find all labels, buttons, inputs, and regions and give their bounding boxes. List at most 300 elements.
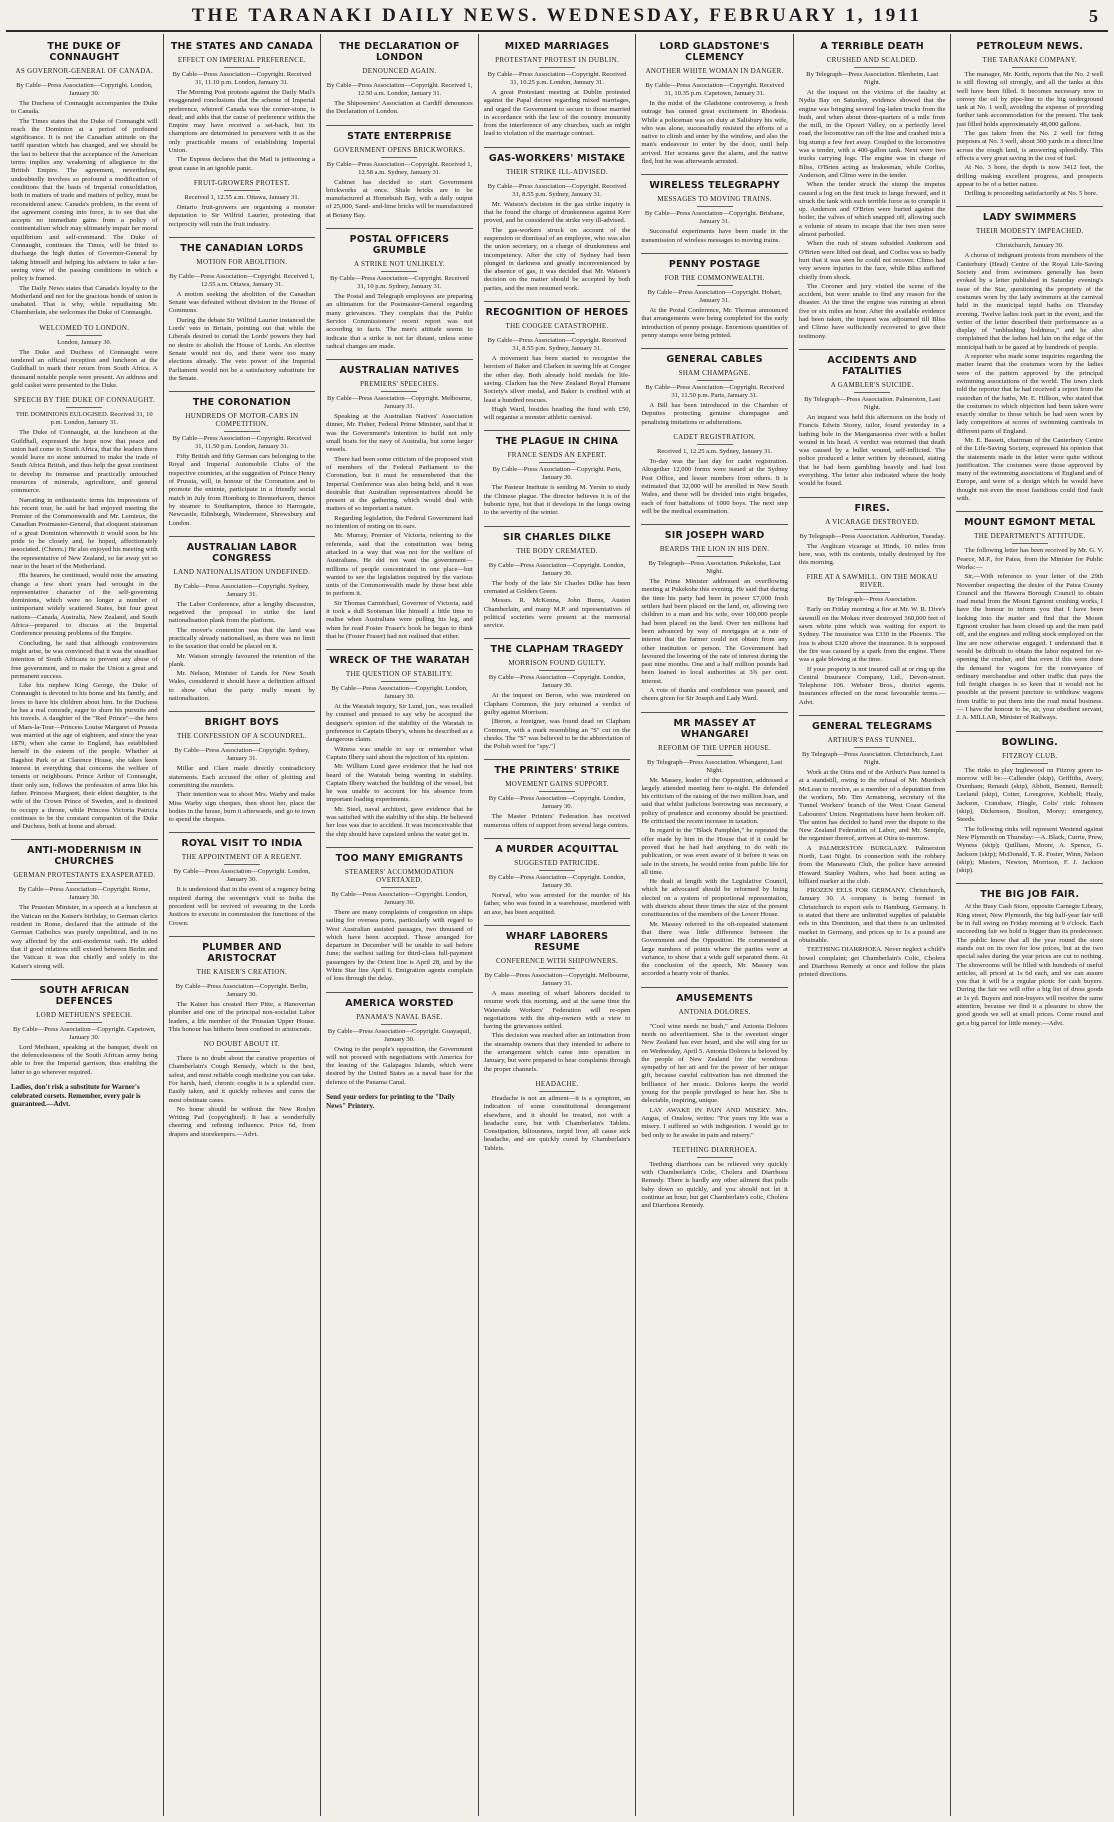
article-subhead: REFORM OF THE UPPER HOUSE. — [658, 743, 772, 752]
article-dateline: By Cable—Press Association—Copyright. London, January 30. — [331, 890, 468, 906]
article-dateline: By Cable—Press Association—Copyright. London, January 30. — [488, 795, 626, 811]
article — [799, 497, 946, 568]
article-paragraph: There is no doubt about the curative properties of Chamberlain's Cough Remedy, which is the best, safest, and most reliable cough medicine you can take. For harsh, hard, chronic coughs it is a splendid cure. Easily taken, and it quickly relieves and cures the most obstinate cases. — [168, 1055, 316, 1104]
article-paragraph: Concluding, he said that although controversies might arise, he was convinced that it was the steadfast intention of South Africans to prevent any abuse of free government, and to make the Union a great and permanent success. — [11, 639, 158, 680]
advertisement: Send your orders for printing to the "Daily News" Printery. — [326, 1093, 455, 1110]
article-dateline: By Cable—Press Association—Copyright. Melbourne, January 31. — [327, 395, 472, 411]
article-paragraph: He dealt at length with the Legislative Council, which he advocated should be reformed by being elected on a system of proportional representation, with districts about three times the size of the present constituencies of the members of the Lower House. — [641, 878, 788, 919]
article-dateline: By Cable—Press Association—Copyright. Guayaquil, January 30. — [327, 1027, 472, 1043]
article-subhead: THE TARANAKI COMPANY. — [982, 56, 1077, 64]
divider-rule — [381, 681, 417, 682]
article-subhead: MESSAGES TO MOVING TRAINS. — [657, 195, 772, 204]
article-dateline: By Cable—Press Association—Copyright. Sydney, January 31. — [174, 582, 310, 598]
article-headline: PENNY POSTAGE — [641, 253, 788, 270]
article-headline: THE CLAPHAM TRAGEDY — [484, 638, 631, 655]
article-dateline: By Cable—Press Association—Copyright. Received 31, 8.55 p.m. Sydney, January 31. — [487, 337, 627, 353]
article-subhead: AS GOVERNOR-GENERAL OF CANADA. — [15, 67, 154, 75]
article — [641, 1146, 788, 1211]
article-headline: THE BIG JOB FAIR. — [956, 883, 1103, 900]
article-headline: MIXED MARRIAGES — [504, 41, 610, 52]
article — [641, 348, 788, 427]
article-paragraph: TEETHING DIARRHOEA. Never neglect a child's bowel complaint; get Chamberlain's Colic, Cholera and Diarrhoea Remedy at once and follow the plain printed directions. — [798, 946, 946, 979]
article-dateline: By Cable—Press Association—Copyright. Received 1, 12.55 a.m. Ottawa, January 31. — [169, 272, 315, 288]
article-paragraph: Work at the Otira end of the Arthur's Pass tunnel is at a standstill, owing to the refusal of Mr. Murdoch McLean to receive, as a member of a deputation from the workers, Mr. Tim Armstrong, secretary of the Tunnel Workers' branch of the West Coast General Labourers' Union. Negotiations have been broken off. The union has decided to hand over the dispute to the New Zealand Federation of Labor, and Mr. Semple, the organiser thereof, arrives at Otira to-morrow. — [798, 769, 946, 843]
article-paragraph: Lord Methuen, speaking at the banquet, dwelt on the defencelessness of the South African army being able to free the Imperial garrison, thus enabling the latter to go wherever required. — [11, 1043, 158, 1076]
article-subhead: MOTION FOR ABOLITION. — [196, 257, 288, 266]
divider-rule — [697, 755, 733, 756]
article — [326, 359, 473, 641]
article — [484, 838, 631, 917]
article — [169, 936, 316, 1034]
article-paragraph: Norval, who was arrested for the murder of his father, who was found in a warehouse, murdered with an axe, has been acquitted. — [483, 892, 631, 916]
article-paragraph: Mr. E. Bassett, chairman of the Canterbury Centre of the Life-Saving Society, expressed his opinion that the statements made in the letter were quite without justification. The costumes were those approved by many of the swimming associations of England and of Europe, and were of a design which he would have thought not even the most fastidious could find fault with. — [956, 436, 1104, 503]
article — [11, 979, 158, 1077]
article-paragraph: Hugh Ward, besides heading the fund with £50, will organise a monster athletic carnival. — [483, 405, 631, 422]
article-paragraph: When the rush of steam subsided Anderson and O'Brien were lifted out dead, and Corliss was so badly hurt that it was seen he could not recover. Climo had very severe injuries to the face, while Bliss suffered chiefly from shock. — [798, 240, 946, 281]
divider-rule — [224, 864, 260, 865]
article-headline: WHARF LABORERS RESUME — [484, 925, 631, 953]
article-headline: BOWLING. — [956, 731, 1103, 748]
article — [641, 174, 788, 245]
divider-rule — [224, 431, 260, 432]
article-dateline: Received 1, 12.25 a.m. Sydney, January 31. — [656, 448, 773, 456]
article-paragraph: A Bill has been introduced in the Chamber of Deputies protecting genuine champagne and penalising imitations or adulterations. — [641, 402, 788, 426]
article-dateline: By Cable—Press Association—Copyright. Received 31, 11.50 p.m. Paris, January 31. — [645, 384, 785, 400]
divider-rule — [224, 579, 260, 580]
article-subhead: GOVERNMENT OPENS BRICKWORKS. — [333, 145, 466, 154]
article-headline: MR MASSEY AT WHANGAREI — [641, 712, 788, 740]
column-5 — [636, 34, 794, 1816]
divider-rule — [1012, 67, 1048, 68]
divider-rule — [381, 157, 417, 158]
page-number: 5 — [1089, 6, 1098, 26]
article-headline: RECOGNITION OF HEROES — [484, 301, 631, 318]
divider-rule — [1012, 238, 1048, 239]
article-paragraph: The manager, Mr. Keith, reports that the No. 2 well is still flowing oil strongly, and all the tanks at this well have been filled. It becomes necessary now to convey the oil by pipe-line to the big underground tank at No. 1 well, avoiding the expense of providing further tank accommodation for the present. The tank just filled holds approximately 48,000 gallons. — [956, 71, 1104, 128]
article-paragraph: Fifty British and fifty German cars belonging to the Royal and Imperial Automobile Clubs of the respective countries, at the suggestion of Prince Henry of Prussia, will, in honour of the Coronation and to promote the entente, participate in a friendly social match in July from Homburg to Bremerhaven, thence by steamer to Southampton, thence to Harrogate, Newcastle, Edinburgh, Windermere, Shrewsbury and London. — [168, 453, 316, 527]
divider-rule — [539, 791, 575, 792]
article-paragraph: Cabinet has decided to start Government brickworks at once. Shale bricks are to be manufactured at Homebush Bay, with a daily output of 25,000, Sand- and-lime bricks will be manufactured at Botany Bay. — [326, 178, 473, 219]
article-subhead: A VICARAGE DESTROYED. — [825, 517, 920, 526]
article-subhead: ANTONIA DOLORES. — [678, 1007, 751, 1016]
article-paragraph: It is understood that in the event of a regency being required during the sovereign's visit to India the precedent will be revived of swearing in the Lords Justices to execute in commission the functions of the Crown. — [168, 886, 316, 927]
article-paragraph: A mass meeting of wharf laborers decided to resume work this morning, and at the same time the Waterside Workers' Federation will re-open negotiations with the ship-owners with a view to having the grievances settled. — [483, 989, 631, 1031]
article-headline: SOUTH AFRICAN DEFENCES — [11, 979, 158, 1007]
article-headline: THE DUKE OF CONNAUGHT — [47, 41, 122, 63]
article-headline: THE CORONATION — [169, 391, 316, 408]
article-dateline: By Telegraph—Press Association. Ashburton, Tuesday. — [799, 532, 946, 540]
divider-rule — [539, 462, 575, 463]
article-subhead: DENOUNCED AGAIN. — [362, 67, 437, 75]
article-subhead: THE BODY CREMATED. — [516, 546, 598, 555]
article-paragraph: A chorus of indignant protests from members of the Canterbury (Head) Centre of the Royal Life-Saving Society and from swimmers generally has been evoked by a letter published in Saturday evening's issue of the Star, questioning the propriety of the costumes worn by the lady swimmers at the carnival held in the municipal tepid baths on Thursday evening. Twelve ladies took part in the event, and the writer of the letter described their performance as a display of "unblushing boldness," and he also complained that the ladies had lain on the edge of the municipal bath to be gazed at by hundreds of people. — [956, 252, 1104, 351]
article-paragraph: The Prussian Minister, in a speech at a luncheon at the Vatican on the Kaiser's birthday, to German clerics resident in Rome, declared that the attitude of the German Catholics was purely unpolitical, and in no way affected by the anti-modernist oath. He added that if good relations still existed between Berlin and the Vatican it was due chiefly and solely to the Kaiser's strong will. — [11, 904, 158, 970]
article-headline: THE DECLARATION OF LONDON — [339, 41, 460, 63]
article-headline: A TERRIBLE DEATH — [820, 41, 924, 52]
article-paragraph: A great Protestant meeting at Dublin protested against the Papal decree regarding mixed marriages, and urged the Government to secure to those married in accordance with the law of the country immunity from the interference of any churches, such as might lead to violation of the marriage contract. — [483, 89, 631, 138]
divider-rule — [697, 380, 733, 381]
article-headline: GENERAL CABLES — [641, 348, 788, 365]
article-paragraph: The Postal and Telegraph employees are preparing an ultimatum for the Postmaster-General regarding many grievances. They complain that the Public Service Commissioners' recent report was not according to facts. The men's attitude seems to indicate that a strike is not far distant, unless some radical changes are made. — [326, 293, 473, 350]
divider-rule — [224, 269, 260, 270]
article-paragraph: At No. 3 bore, the depth is now 3412 feet, the drilling making excellent progress, and prospects appear to be of a better nature. — [956, 164, 1104, 188]
article — [799, 715, 946, 979]
article-paragraph: No home should be without the New Roslyn Writing Pad (copyrighted). It has a wonderfully cheering and refining influence. Price 6d, from drapers and storekeepers.—Advt. — [168, 1105, 316, 1138]
divider-rule — [539, 333, 575, 334]
divider-rule — [224, 67, 260, 68]
article-subhead: THE KAISER'S CREATION. — [196, 967, 288, 976]
article-subhead: ANOTHER WHITE WOMAN IN DANGER. — [645, 67, 784, 75]
article-dateline: By Telegraph—Press Association. — [827, 596, 918, 604]
article — [326, 39, 473, 117]
article-headline: STATE ENTERPRISE — [326, 125, 473, 142]
article-dateline: By Cable—Press Association—Copyright. London, January 30. — [488, 561, 626, 577]
article-subhead: A GAMBLER'S SUICIDE. — [830, 380, 914, 389]
article-subhead: FRUIT-GROWERS PROTEST. — [193, 178, 290, 187]
article-paragraph: The rinks to play Inglewood on Fitzroy green to-morrow will be:—Callender (skip), Griffiths, Avery, Oxenham; Renault (skip), Abbott, Bennett, Rennell; Leeland (skip), Cotter, Lovegrove, Kebbell; Healy, Jackson, Cranshaw, Hingle, Colts' rink: Johnson (skip), Dickenson, Boulton, Morey; emergency, Steeds. — [956, 766, 1104, 824]
article-paragraph: Sir Thomas Carmichael, Governor of Victoria, said it took a dull Scotsman like himself a little time to realise when Australians were pulling his leg, and when he read Foster Fraser's book he began to think that he (Foster Fraser) had not realised that either. — [326, 599, 473, 640]
article-paragraph: Witness was unable to say or remember what Captain Ilbery said about the rejection of his opinion. — [326, 745, 473, 761]
divider-rule — [1012, 543, 1048, 544]
article-headline: THE PLAGUE IN CHINA — [484, 430, 631, 447]
article-subhead: FIRE AT A SAWMILL. ON THE MOKAU RIVER. — [806, 573, 938, 590]
article-dateline: By Cable—Press Association—Copyright. Received 1, 12.58 a.m. Sydney, January 31. — [326, 160, 473, 176]
article-paragraph: Mr. Steel, naval architect, gave evidence that he was satisfied with the stability of the ship. He believed her loss was due to accident. It was inconceivable that the ship should have capsized unless the water got in. — [326, 805, 473, 838]
article-paragraph: At the Waratah inquiry, Sir Lund, jun., was recalled by counsel and pressed to say why he accepted the designer's opinion of the stability of the Waratah in preference to Captain Ilbery's, whom he described as a dangerous claim. — [326, 703, 473, 744]
article — [484, 526, 631, 631]
article-subhead: ARTHUR'S PASS TUNNEL. — [827, 736, 917, 745]
divider-rule — [697, 444, 733, 445]
article-paragraph: The Times states that the Duke of Connaught will reach the Dominion at a period of profound significance. It is not the Canadian attitude on the tariff question which has changed, and we should be the last to believe that the acceptance of the American terms implies any weakening of allegiance to the British Empire. The agreement, nevertheless, undoubtedly involves so profound a modification of conditions that the basis of Imperial consolidation, both in matters of trade and matters of policy, must be reconsidered anew. Canada's problem, in the event of the agreement coming into force, is to see that she accepts no immediate gains from a policy of continentalism which may ultimately impair her moral equilibrium and self-command. The Duke of Connaught, continues the Times, will be fitted to discharge the high duties of Governor-General by taking himself and helping his advisers to take a far-seeing view of the passing conditions in which a policy is framed. — [11, 117, 158, 283]
divider-rule — [66, 335, 102, 336]
article-dateline: By Cable—Press Association—Copyright. Received 1, 12.50 a.m. London, January 31. — [326, 82, 473, 97]
article — [799, 349, 946, 489]
article — [484, 39, 631, 139]
divider-rule — [224, 979, 260, 980]
article-headline: TOO MANY EMIGRANTS — [326, 847, 473, 864]
article-paragraph: The body of the late Sir Charles Dilke has been cremated at Golders Green. — [483, 579, 631, 595]
divider-rule — [539, 1091, 575, 1092]
divider-rule — [697, 1019, 733, 1020]
article-paragraph: The gas taken from the No. 2 well for firing purposes at No. 3 well, about 300 yards in a direct line across the rough land, is answering splendidly. This effects a very great saving in the cost of fuel. — [956, 130, 1104, 162]
article-paragraph: The Duchess of Connaught accompanies the Duke to Canada. — [11, 100, 158, 116]
article-headline: BRIGHT BOYS — [169, 711, 316, 728]
article-dateline: By Cable—Press Association—Copyright. Hobart, January 31. — [647, 288, 782, 304]
divider-rule — [697, 206, 733, 207]
divider-rule — [66, 407, 102, 408]
article-headline: LORD GLADSTONE'S CLEMENCY — [659, 41, 770, 63]
divider-rule — [539, 870, 575, 871]
article — [956, 883, 1103, 1027]
article-paragraph: Ontario fruit-growers are organising a monster deputation to Sir Wilfrid Laurier, protesting that reciprocity will ruin the fruit industry. — [168, 203, 316, 228]
column-1 — [6, 34, 164, 1816]
article-subhead: A STRIKE NOT UNLIKELY. — [354, 260, 445, 269]
article — [799, 39, 946, 341]
article-paragraph: Owing to the people's opposition, the Government will not proceed with negotiations with America for the leasing of the Galapagos Islands, which were desired by the United States as a naval base for the defence of the Panama Canal. — [326, 1045, 473, 1086]
article — [641, 433, 788, 516]
article-dateline: By Cable—Press Association—Copyright. London, January 30. — [488, 674, 626, 690]
article-paragraph: The Duke of Connaught, at the luncheon at the Guildhall, expressed the hope now that peace and union had come to South Africa, that the leaders there would leave no stone unturned to make the trade of South Africa British, and thus help the great continent to develop its immense and practically untouched resources of minerals, agriculture, and general commerce. — [11, 429, 158, 495]
article-dateline: By Cable—Press Association—Copyright. London, January 30. — [16, 82, 153, 97]
article — [956, 731, 1103, 876]
article-dateline: By Cable—Press Association—Copyright. Received 31, 10 p.m. Sydney, January 31. — [330, 275, 469, 291]
article-paragraph: The Labor Conference, after a lengthy discussion, negatived the proposal to strike the land nationalisation plank from the platform. — [168, 600, 316, 625]
article-subhead: CRUSHED AND SCALDED. — [826, 56, 918, 64]
article-subhead: GERMAN PROTESTANTS EXASPERATED. — [13, 871, 156, 880]
article-dateline: By Telegraph—Press Association. Pukekohe, Last Night. — [648, 560, 781, 576]
divider-rule — [697, 78, 733, 79]
article-headline: FIRES. — [799, 497, 946, 514]
article-paragraph: The Prime Minister addressed an overflowing meeting at Pukekohe this evening. He said that during the time his party had been in power £7,000 fresh settlers had been placed on the land, or, allowing two children to a man and his wife, over 100,000 people had been placed on the land. Over ten millions had been advanced by way of mortgages at a rate of interest that the farmer could not obtain from any other institution or person. The Government had favoured the lowering of the rate of interest during the past nine months. One and a half million pounds had been loaned to local authorities at 3¾ per cent. interest. — [641, 578, 788, 685]
article-paragraph: A vote of thanks and confidence was passed, and cheers given for Sir Joseph and Lady Ward. — [641, 686, 788, 703]
article-paragraph: When the tender struck the stump the impetus caused a log on the first truck to lunge forward, and it struck the tank with such terrible force as to crumple it up. Anderson and O'Brien were buried against the boiler, the valves of which snapped off, allowing such a volume of steam to escape that the two men were almost parboiled. — [798, 181, 946, 239]
article-subhead: WELCOMED TO LONDON. — [39, 323, 130, 332]
article-paragraph: Mr. Massey, leader of the Opposition, addressed a largely attended meeting here to-night. He defended his criticism of the raising of the two million loan, and said that whilst judicious borrowing was necessary, a policy of prudence and economy should be practised. He criticised the recent increase in taxation. — [641, 776, 788, 826]
article-dateline: By Cable—Press Association—Copyright. Paris, January 30. — [492, 466, 622, 482]
article-subhead: THE DEPARTMENT'S ATTITUDE. — [974, 532, 1086, 541]
article-headline: A MURDER ACQUITTAL — [484, 838, 631, 855]
article-subhead: CONFERENCE WITH SHIPOWNERS. — [495, 956, 619, 965]
divider-rule — [697, 285, 733, 286]
article — [11, 39, 158, 318]
article — [484, 1080, 631, 1153]
divider-rule — [224, 1051, 260, 1052]
column-4 — [479, 34, 637, 1816]
article-subhead: FRANCE SENDS AN EXPERT. — [507, 451, 607, 460]
article-dateline: By Cable—Press Association—Copyright. Rome, January 30. — [18, 886, 151, 902]
article-paragraph: The following letter has been received by Mr. G. V. Pearce, M.P., for Patea, from the Minister for Public Works:— — [956, 547, 1104, 571]
divider-rule — [381, 887, 417, 888]
article-subhead: MOVEMENT GAINS SUPPORT. — [505, 780, 609, 789]
article-subhead: CADET REGISTRATION. — [673, 433, 756, 442]
article-paragraph: The following rinks will represent Westend against New Plymouth on Thursday:—A. Black, Currie, Prew, Wyness (skip); Quilliam, Moore, A. Spence, G. Jackson (skip); McDonald, T. R. Foster, Winn, Nelson (skip); Masters, Newton, Morrison, F. J. Jackson (skip). — [956, 825, 1104, 875]
divider-rule — [854, 529, 890, 530]
article-paragraph: The gas-workers struck on account of the suspension or dismissal of an employee, who was also the union secretary, on a charge of drunkenness and incompetency. After the city of Sydney had been plunged in darkness and greatly inconvenienced by the absence of gas, it was decided that Mr. Watson's decision on the matter should be accepted by both parties, and the men resumed work. — [483, 226, 631, 292]
article — [484, 925, 631, 1074]
article-subhead: PROTESTANT PROTEST IN DUBLIN. — [495, 56, 619, 64]
divider-rule — [381, 391, 417, 392]
article-paragraph: The Kaiser has created Herr Pitte, a Hanoverian plumber and one of the principal non-socialist Labor leaders, a life member of the Prussian Upper House. This honour has hitherto been confined to aristocrats. — [168, 1000, 316, 1033]
article-headline: PETROLEUM NEWS. — [976, 41, 1084, 52]
article — [169, 237, 316, 383]
divider-rule — [66, 1022, 102, 1023]
article-headline: THE STATES AND CANADA — [170, 41, 313, 52]
article-dateline: Received 1, 12.55 a.m. Ottawa, January 31. — [184, 193, 300, 201]
article-paragraph: A movement has been started to recognise the heroism of Baker and Clarken in saving life at Coogee the other day. Both already hold medals for life-saving. Clarken has the New Zealand Royal Humane Society's silver medal, and Baker is credited with at least a hundred rescues. — [483, 355, 631, 404]
article-paragraph: To-day was the last day for cadet registration. Altogether 12,000 forms were issued at the Sydney Post Office, and lesser numbers from others. It is estimated that 32,000 will be enrolled in New South Wales, and these will be divided into eight brigades, each of four battalions of 1000 boys. The next step will be the medical examination. — [641, 458, 788, 515]
divider-rule — [854, 592, 890, 593]
article-paragraph: [Beron, a foreigner, was found dead on Clapham Common, with a mark resembling an "S" cut on the cheeks. The "S" was believed to be the abbreviation of the Polish word for "spy."] — [483, 718, 631, 751]
article-paragraph: Mr. Nelson, Minister of Lands for New South Wales, considered it should have a definition affixed to show what the party really meant by nationalisation. — [168, 670, 316, 703]
column-7 — [951, 34, 1108, 1816]
page-columns — [6, 34, 1108, 1816]
article-subhead: MORRISON FOUND GUILTY. — [508, 659, 606, 668]
article-subhead: THE QUESTION OF STABILITY. — [345, 670, 453, 679]
article — [326, 125, 473, 220]
article-paragraph: A motion seeking the abolition of the Canadian Senate was defeated without division in the House of Commons. — [168, 290, 316, 315]
article — [641, 524, 788, 703]
divider-rule — [854, 747, 890, 748]
divider-rule — [381, 1024, 417, 1025]
article-subhead: THEIR STRIKE ILL-ADVISED. — [506, 167, 608, 176]
column-6 — [794, 34, 952, 1816]
divider-rule — [854, 67, 890, 68]
article-subhead: THE CONFESSION OF A SCOUNDREL. — [176, 732, 307, 741]
article-dateline: By Cable—Press Association—Copyright. Berlin, January 30. — [175, 982, 309, 998]
article-paragraph: Mr. Massey referred to the oft-repeated statement that there was little difference between the Government and the Opposition. He commented at large numbers of points where the parties were at variance, to show that a wide gulf separated them. At the conclusion of the speech, Mr. Massey was accorded a hearty vote of thanks. — [641, 920, 788, 978]
article — [956, 39, 1103, 198]
article-paragraph: There had been some criticism of the proposed visit of members of the Federal Parliament to the Coronation, but it must be remembered that the Imperial Conference was also being held, and it was desirable that Australian representatives should be present at the gathering, which would deal with matters of so important a nature. — [326, 455, 473, 513]
article-headline: AUSTRALIAN NATIVES — [326, 359, 473, 376]
divider-rule — [854, 392, 890, 393]
masthead — [6, 0, 1108, 32]
article-headline: AMUSEMENTS — [641, 987, 788, 1004]
article-dateline: By Cable—Press Association—Copyright. Received 31, 10.35 p.m. Capetown, January 31. — [645, 82, 785, 97]
article-paragraph: At the Busy Cash Store, opposite Carnegie Library, King street, New Plymouth, the big half-year fair will be in full swing on Friday morning at 9 o'clock. Each succeeding fair we hold is bigger than its predecessor. The public know that all the year round the store stands out on its own for low prices, but at the two special sales during the year prices are cut to nothing. The showrooms will be filled with hundreds of useful articles, all priced at 1s 6d each, and we can assure you that it will be a regular picnic for cash buyers. During the fair we will offer a big list of dress goods at 1s yd. Buyers and non-buyers will receive the same attention, because we find it a pleasure to show the good goods we sell at small prices. Come round and get a big parcel for little money.—Advt. — [956, 903, 1104, 1027]
article-dateline: By Cable—Press Association—Copyright. Received 31, 8.55 p.m. Sydney, January 31. — [487, 182, 627, 198]
article-headline: SIR CHARLES DILKE — [484, 526, 631, 543]
article-paragraph: There are many complaints of congestion on ships sailing for oversea ports, particularly with regard to West Australian assisted passages, two thousand of which have been accepted. Those arranged for departure in December will be unable to sail before June; the earliest sailing for third-class full-payment passengers by the Orient line is April 28, and by the White Star line April 6. Emigration agents complain of loss through the delay. — [326, 908, 473, 983]
article — [11, 839, 158, 970]
article-paragraph: Regarding legislation, the Federal Government had no intention of resting on its oars. — [326, 514, 473, 531]
article-headline: AUSTRALIAN LABOR CONGRESS — [169, 536, 316, 564]
article-paragraph: FROZEN EELS FOR GERMANY. Christchurch, January 30. A company is being formed in Christchurch to export eels to Hamburg, Germany. It is stated that there are unlimited supplies of palatable eels in this Dominion, and that there is an unlimited market in Germany, and prices up to 1s a pound are obtainable. — [798, 887, 946, 944]
article-paragraph: A reporter who made some inquiries regarding the matter learnt that the costumes worn by the ladies were of the pattern approved by the principal swimming associations of the world. The town clerk told the reporter that he had received a report from the custodian of the baths, Mr. E. Hillson, who stated that the costumes to which objection had been taken were exactly similar to those which he had seen worn by lady competitors at scores of swimming carnivals in different parts of England. — [956, 353, 1104, 435]
article-subhead: PANAMA'S NAVAL BASE. — [356, 1012, 443, 1021]
divider-rule — [224, 743, 260, 744]
article-headline: SIR JOSEPH WARD — [641, 524, 788, 541]
divider-rule — [381, 271, 417, 272]
divider-rule — [1012, 763, 1048, 764]
article — [326, 649, 473, 839]
article-paragraph: Early on Friday morning a fire at Mr. W. R. Dive's sawmill on the Mokau river destroyed 360,000 feet of sawn white pine which was waiting for export to Sydney. The insurance was £330 in the Phoenix. The loss is about £320 above the insurance. It is supposed the fire was caused by a spark from the engine. There was a gale blowing at the time. — [798, 606, 946, 664]
article-dateline: Christchurch, January 30. — [995, 242, 1064, 250]
article-paragraph: Drilling is proceeding satisfactorily at No. 5 bore. — [964, 190, 1098, 198]
article-paragraph: At the inquest on Beron, who was murdered on Clapham Common, the jury returned a verdict of guilty against Morrison. — [483, 692, 631, 716]
article-dateline: London, January 30. — [57, 338, 112, 346]
article — [169, 832, 316, 927]
article-headline: POSTAL OFFICERS GRUMBLE — [326, 228, 473, 256]
article-dateline: By Cable—Press Association—Copyright. London, January 30. — [173, 868, 311, 884]
article — [799, 573, 946, 707]
article — [169, 179, 316, 229]
article — [326, 228, 473, 351]
divider-rule — [539, 179, 575, 180]
article-headline: WIRELESS TELEGRAPHY — [641, 174, 788, 191]
article-paragraph: "Cool wine needs no bush," and Antonia Dolores needs no advertisement. She is the sweetest singer New Zealand has ever heard, and she will sing for us on Wednesday, April 5. Antonia Dolores is beloved by the people of New Zealand for the wondrous sympathy of her art and for the power of her unique gift, because careful cultivation has not dimmed the brilliance of her music. Dolores keeps the world young for the people privileged to hear her. She is delectable, inspiring, unique. — [641, 1022, 788, 1105]
article-subhead: SHAM CHAMPAGNE. — [678, 369, 751, 378]
article-subhead: HEADACHE. — [535, 1079, 579, 1088]
article — [484, 759, 631, 830]
article — [484, 147, 631, 293]
article-paragraph: Teething diarrhoea can be relieved very quickly with Chamberlain's Colic, Cholera and Diarrhoea Remedy. There is hardly any other ailment that pulls baby down so quickly, and you should not let it continue an hour, but get Chamberlain's colic, Cholera and Diarrhoea Remedy. — [641, 1160, 788, 1210]
article-subhead: PREMIERS' SPEECHES. — [359, 380, 439, 389]
newspaper-title: THE TARANAKI DAILY NEWS. WEDNESDAY, FEBRUARY 1, 1911 — [191, 5, 923, 26]
article-subhead: SPEECH BY THE DUKE OF CONNAUGHT. — [13, 396, 155, 405]
article-paragraph: The Master Printers' Federation has received numerous offers of support from several large centres. — [483, 813, 631, 829]
article-paragraph: Mr. Watson's decision in the gas strike inquiry is that he found the charge of drunkenness against Kerr proved, and he considered the strike very ill-advised. — [483, 200, 631, 225]
article — [484, 301, 631, 422]
article-headline: AMERICA WORSTED — [326, 992, 473, 1009]
article-subhead: THE COOGEE CATASTROPHE. — [505, 322, 609, 331]
article — [641, 712, 788, 979]
article-dateline: By Cable—Press Association—Copyright. Capetown, January 30. — [12, 1025, 156, 1041]
divider-rule — [697, 556, 733, 557]
article-paragraph: Mr. Murray, Premier of Victoria, referring to the referenda, said that the constitution was being attacked in a way that was not for the welfare of Australians. He did not want the government—millions of people concentrated in one place—but wanted to see the legislation required by the various units of the Commonwealth made by those best able to perform it. — [326, 532, 473, 598]
article-dateline: By Telegraph—Press Association. Whangarei, Last Night. — [647, 758, 783, 774]
article-paragraph: Headache is not an ailment—it is a symptom, an indication of some constitutional derangement elsewhere, and it should be treated, not with a headache cure, but with Chamberlain's Tablets. Constipation, biliousness, torpid liver, all cause sick headache, and are quickly cured by Chamberlain's Tablets. — [483, 1094, 631, 1152]
divider-rule — [224, 190, 260, 191]
article-paragraph: Like his nephew King George, the Duke of Connaught is devoted to his home and his family, and loves to have his children about him. In the Duchess he has a real comrade, eager to share his pursuits and his travels. A daughter of the "Red Prince"—the hero of Mars-la-Tour—Princess Louise Margaret of Prussia was married at the age of eighteen, and since the year 1879, when she came to England, has established herself in the esteem of the people. Whether at Bagshot Park or at Clarence House, she takes keen interest in everything that concerns the welfare of tenants or neighbours. Prince Arthur of Connaught, their only son, follows the profession of arms like his father. Princess Margaret, their eldest daughter, is the wife of the Crown Prince of Sweden, and is destined to occupy a throne, while Princess Victoria Patricia continues to be the constant companion of the Duke and Duchess, both at home and abroad. — [11, 682, 158, 831]
article-dateline: By Telegraph—Press Association. Blenheim, Last Night. — [806, 71, 939, 86]
article-dateline: By Cable—Press Association—Copyright. London, January 30. — [331, 685, 468, 701]
article — [641, 39, 788, 166]
article-subhead: EFFECT ON IMPERIAL PREFERENCE. — [177, 56, 306, 64]
article-dateline: By Telegraph—Press Association. Palmerston, Last Night. — [804, 395, 941, 411]
article-dateline: By Cable—Press Association—Copyright. Received 31, 11.10 p.m. London, January 31. — [172, 71, 312, 86]
article-headline: ROYAL VISIT TO INDIA — [169, 832, 316, 849]
article-headline: PLUMBER AND ARISTOCRAT — [169, 936, 316, 964]
article-headline: MOUNT EGMONT METAL — [956, 511, 1103, 528]
article — [956, 206, 1103, 503]
article-subhead: THE APPOINTMENT OF A REGENT. — [181, 853, 302, 862]
article-paragraph: LAY AWAKE IN PAIN AND MISERY. Mrs. Angus, of Onslow, writes: "For years my life was a misery. I suffered so with indigestion. I would go to bed only to lie awake in pain and misery." — [641, 1106, 788, 1139]
article-headline: ACCIDENTS AND FATALITIES — [799, 349, 946, 377]
article-dateline: By Cable—Press Association—Copyright. Melbourne, January 31. — [484, 971, 630, 987]
divider-rule — [539, 670, 575, 671]
article-headline: GENERAL TELEGRAMS — [799, 715, 946, 732]
article-paragraph: The Express declares that the Mail is jettisoning a great cause in an ignoble panic. — [168, 156, 316, 172]
article-dateline: By Telegraph—Press Association. Christchurch, Last Night. — [801, 751, 943, 767]
article — [11, 324, 158, 390]
article-paragraph: The Morning Post protests against the Daily Mail's exaggerated conclusions that the scheme of Imperial preference, whereof Canada was the corner-stone, is dead; and adds that the cause of preference within the Empire may have received a set-back, but its champions are determined to persevere with it as the only practicable means of establishing Imperial Union. — [168, 89, 316, 155]
article-paragraph: A PALMERSTON BURGLARY. Palmerston North, Last Night. In connection with the robbery from the Manawatu Club, the police have arrested Howard Stanley Walters, who had been acting as billiard marker at the club. — [798, 844, 946, 885]
divider-rule — [697, 1157, 733, 1158]
article-headline: ANTI-MODERNISM IN CHURCHES — [11, 839, 158, 867]
article-headline: THE PRINTERS' STRIKE — [484, 759, 631, 776]
article-headline: THE CANADIAN LORDS — [169, 237, 316, 254]
article-paragraph: During the debate Sir Wilfrid Laurier instanced the Lords' veto in Britain, pointing out that while the Liberals desired to curtail the Lords' powers they had no desire to abolish the House of Lords. An elective Senate would not do, and there were too many elections already. The veto power of the Imperial Parliament would not be a satisfactory substitute for the Senate. — [168, 316, 316, 382]
article — [11, 396, 158, 831]
column-2 — [164, 34, 322, 1816]
article-headline: WRECK OF THE WARATAH — [326, 649, 473, 666]
divider-rule — [66, 882, 102, 883]
article-headline: GAS-WORKERS' MISTAKE — [484, 147, 631, 164]
article-paragraph: Successful experiments have been made in the transmission of wireless messages to moving trains. — [641, 228, 788, 244]
article — [169, 536, 316, 704]
article — [641, 253, 788, 340]
article — [169, 1040, 316, 1139]
article-subhead: LAND NATIONALISATION UNDEFINED. — [173, 567, 311, 576]
article — [484, 638, 631, 751]
article-subhead: FOR THE COMMONWEALTH. — [664, 273, 765, 282]
article — [326, 992, 473, 1087]
divider-rule — [539, 67, 575, 68]
article-dateline: THE DOMINIONS EULOGISED. Received 31, 10 p.m. London, January 31. — [15, 411, 153, 427]
article-dateline: By Cable—Press Association—Copyright. Received 31, 10.25 p.m. London, January 31. — [487, 71, 627, 86]
article-paragraph: Mr. William Lund gave evidence that he had not heard of the Waratah being wanting in stability. Captain Ilbery watched the building of the vessel, but he was unable to account for his absence from important loading experiments. — [326, 763, 473, 804]
article-dateline: By Cable—Press Association—Copyright. Received 31, 11.50 p.m. London, January 31. — [172, 435, 312, 451]
article-paragraph: The Coroner and jury visited the scene of the accident, but were unable to find any reason for the disaster. At the time the engine was running at about five or six miles an hour. After the available evidence had been taken, the inquest was adjourned till Bliss and Climo have sufficiently recovered to give their testimony. — [798, 282, 946, 340]
article-paragraph: Millar and Clare made directly contradictory statements. Each accused the other of plotting and committing the murders. — [168, 765, 316, 789]
article — [169, 711, 316, 824]
article-subhead: FITZROY CLUB. — [1002, 751, 1058, 760]
article-paragraph: An inquest was held this afternoon on the body of Francis Edwin Storey, tailor, found yesterday in a bathing hole in the Manganaonoa river with a bullet wound in his head. A verdict was returned that death was caused by a bullet wound, self-inflicted. The police produced a letter written by deceased, stating that he had been gambling heavily and had lost everything. The letter also indicated where the body would be found. — [798, 413, 946, 488]
article-paragraph: Mr. Watson strongly favoured the retention of the plank. — [168, 652, 316, 668]
advertisement: Ladies, don't risk a substitute for Warner's celebrated corsets. Remember, every pair is guaranteed.—Advt. — [11, 1083, 141, 1109]
article-paragraph: Narrating in enthusiastic terms his impressions of his recent tour, he said he had enjoyed meeting the Premier of the Commonwealth and Mr. Lemieux, the Canadian Postmaster-General, that eloquent statesman of a great Dominion wherewith it would soon be his pride to be closely and, he hoped, affectionately associated. (Cheers.) He also enjoyed his meeting with the representative of New Zealand, so far away yet so near to the heart of the Motherland. — [11, 496, 158, 570]
article-paragraph: Sir,—With reference to your letter of the 29th November respecting the desire of the Patea County Council and the Hawera Borough Council to obtain road metal from the Mount Egmont crushing works, I have the honour to inform you that I have been looking into the matter and find that the Mount Egmont crusher has been closed up and the men paid off, and the engines and rolling stock employed on the line are now otherwise engaged. I understand that it would be difficult to obtain the labor required for re-opening the crusher, and that even if this were done the demand for wagons for the conveyance of ordinary merchandise and other traffic that pays the full freight charges is so keen that it would not be possible at the present juncture to withdraw wagons from traffic to put them into the road metal business. — I have the honour to be, sir, your obedient servant, J. A. MILLAR, Minister of Railways. — [956, 573, 1104, 722]
